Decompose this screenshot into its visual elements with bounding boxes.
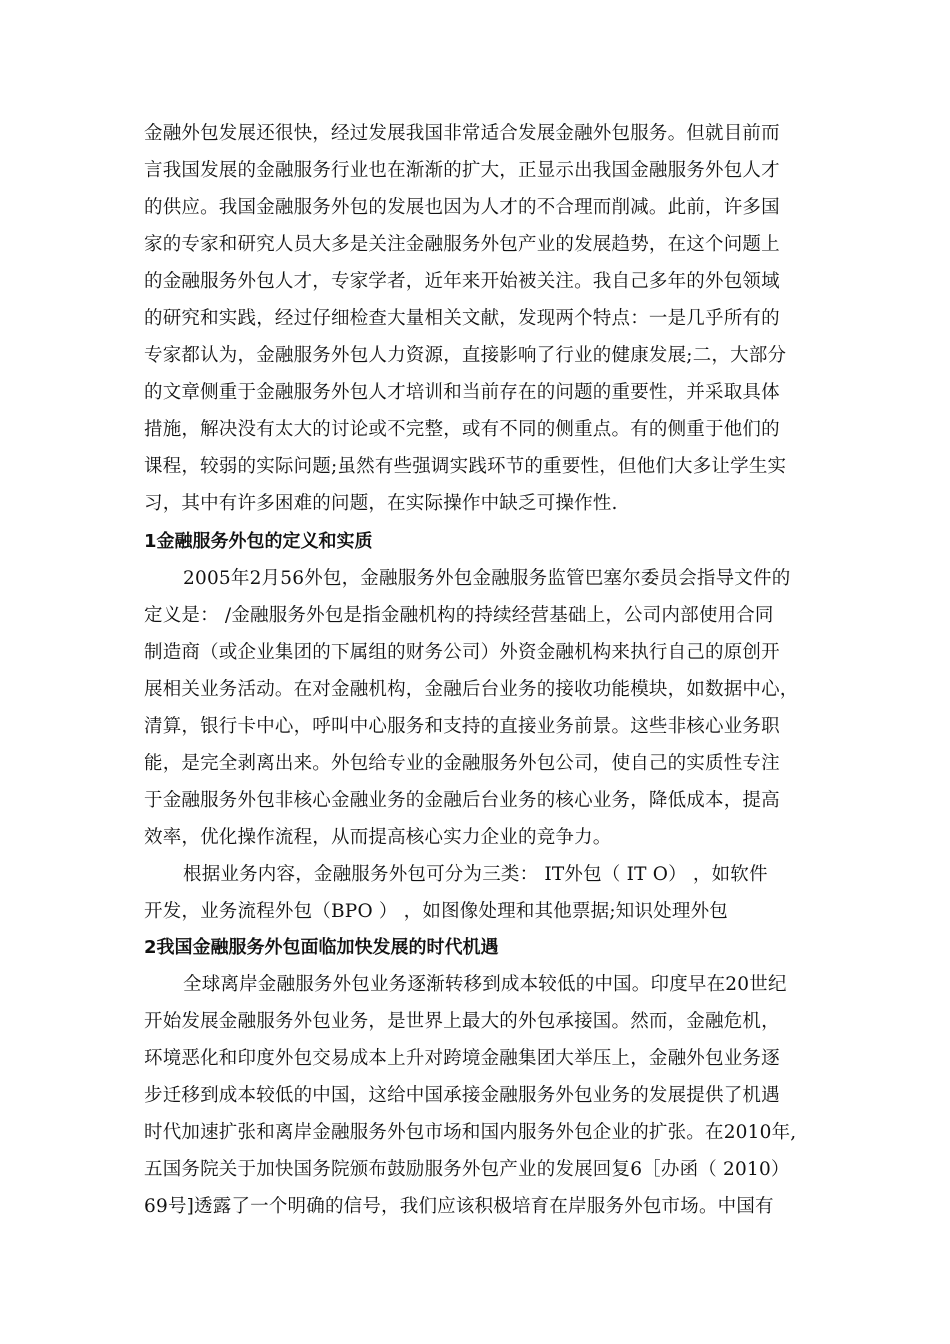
- text-line: 步迁移到成本较低的中国，这给中国承接金融服务外包业务的发展提供了机遇: [144, 1085, 780, 1106]
- text-line: 言我国发展的金融服务行业也在渐渐的扩大，正显示出我国金融服务外包人才: [144, 160, 780, 181]
- text-line: 五国务院关于加快国务院颁布鼓励服务外包产业的发展回复6［办函（ 2010）: [144, 1159, 790, 1180]
- text-line: 的研究和实践，经过仔细检查大量相关文献，发现两个特点：一是几乎所有的: [144, 308, 780, 329]
- text-line: 69号]透露了一个明确的信号，我们应该积极培育在岸服务外包市场。中国有: [144, 1196, 774, 1217]
- text-line: 习，其中有许多困难的问题，在实际操作中缺乏可操作性.: [144, 493, 618, 514]
- text-line: 全球离岸金融服务外包业务逐渐转移到成本较低的中国。印度早在20世纪: [183, 974, 787, 995]
- text-line: 定义是： /金融服务外包是指金融机构的持续经营基础上，公司内部使用合同: [144, 605, 774, 626]
- text-line: 的供应。我国金融服务外包的发展也因为人才的不合理而削减。此前，许多国: [144, 197, 780, 218]
- text-line: 家的专家和研究人员大多是关注金融服务外包产业的发展趋势，在这个问题上: [144, 234, 780, 255]
- text-line: 效率，优化操作流程，从而提高核心实力企业的竞争力。: [144, 827, 612, 848]
- section-heading: 1金融服务外包的定义和实质: [144, 531, 373, 552]
- text-line: 2005年2月56外包，金融服务外包金融服务监管巴塞尔委员会指导文件的: [183, 568, 791, 589]
- text-line: 于金融服务外包非核心金融业务的金融后台业务的核心业务，降低成本，提高: [144, 790, 780, 811]
- text-line: 金融外包发展还很快，经过发展我国非常适合发展金融外包服务。但就目前而: [144, 123, 780, 144]
- text-line: 措施，解决没有太大的讨论或不完整，或有不同的侧重点。有的侧重于他们的: [144, 419, 780, 440]
- text-line: 时代加速扩张和离岸金融服务外包市场和国内服务外包企业的扩张。在2010年,: [144, 1122, 797, 1143]
- text-line: 开始发展金融服务外包业务，是世界上最大的外包承接国。然而，金融危机，: [144, 1011, 780, 1032]
- text-line: 能，是完全剥离出来。外包给专业的金融服务外包公司，使自己的实质性专注: [144, 753, 780, 774]
- text-line: 开发，业务流程外包（BPO ） ，如图像处理和其他票据;知识处理外包: [144, 901, 729, 922]
- text-line: 课程，较弱的实际问题;虽然有些强调实践环节的重要性，但他们大多让学生实: [144, 456, 787, 477]
- text-line: 的金融服务外包人才，专家学者，近年来开始被关注。我自己多年的外包领域: [144, 271, 780, 292]
- text-line: 根据业务内容，金融服务外包可分为三类： IT外包（ IT O） ，如软件: [183, 864, 768, 885]
- text-line: 专家都认为，金融服务外包人力资源，直接影响了行业的健康发展;二，大部分: [144, 345, 787, 366]
- text-line: 制造商（或企业集团的下属组的财务公司）外资金融机构来执行自己的原创开: [144, 642, 780, 663]
- text-line: 环境恶化和印度外包交易成本上升对跨境金融集团大举压上，金融外包业务逐: [144, 1048, 780, 1069]
- text-line: 展相关业务活动。在对金融机构，金融后台业务的接收功能模块，如数据中心，: [144, 679, 799, 700]
- section-heading: 2我国金融服务外包面临加快发展的时代机遇: [144, 937, 499, 958]
- text-line: 清算，银行卡中心，呼叫中心服务和支持的直接业务前景。这些非核心业务职: [144, 716, 780, 737]
- text-line: 的文章侧重于金融服务外包人才培训和当前存在的问题的重要性，并采取具体: [144, 382, 780, 403]
